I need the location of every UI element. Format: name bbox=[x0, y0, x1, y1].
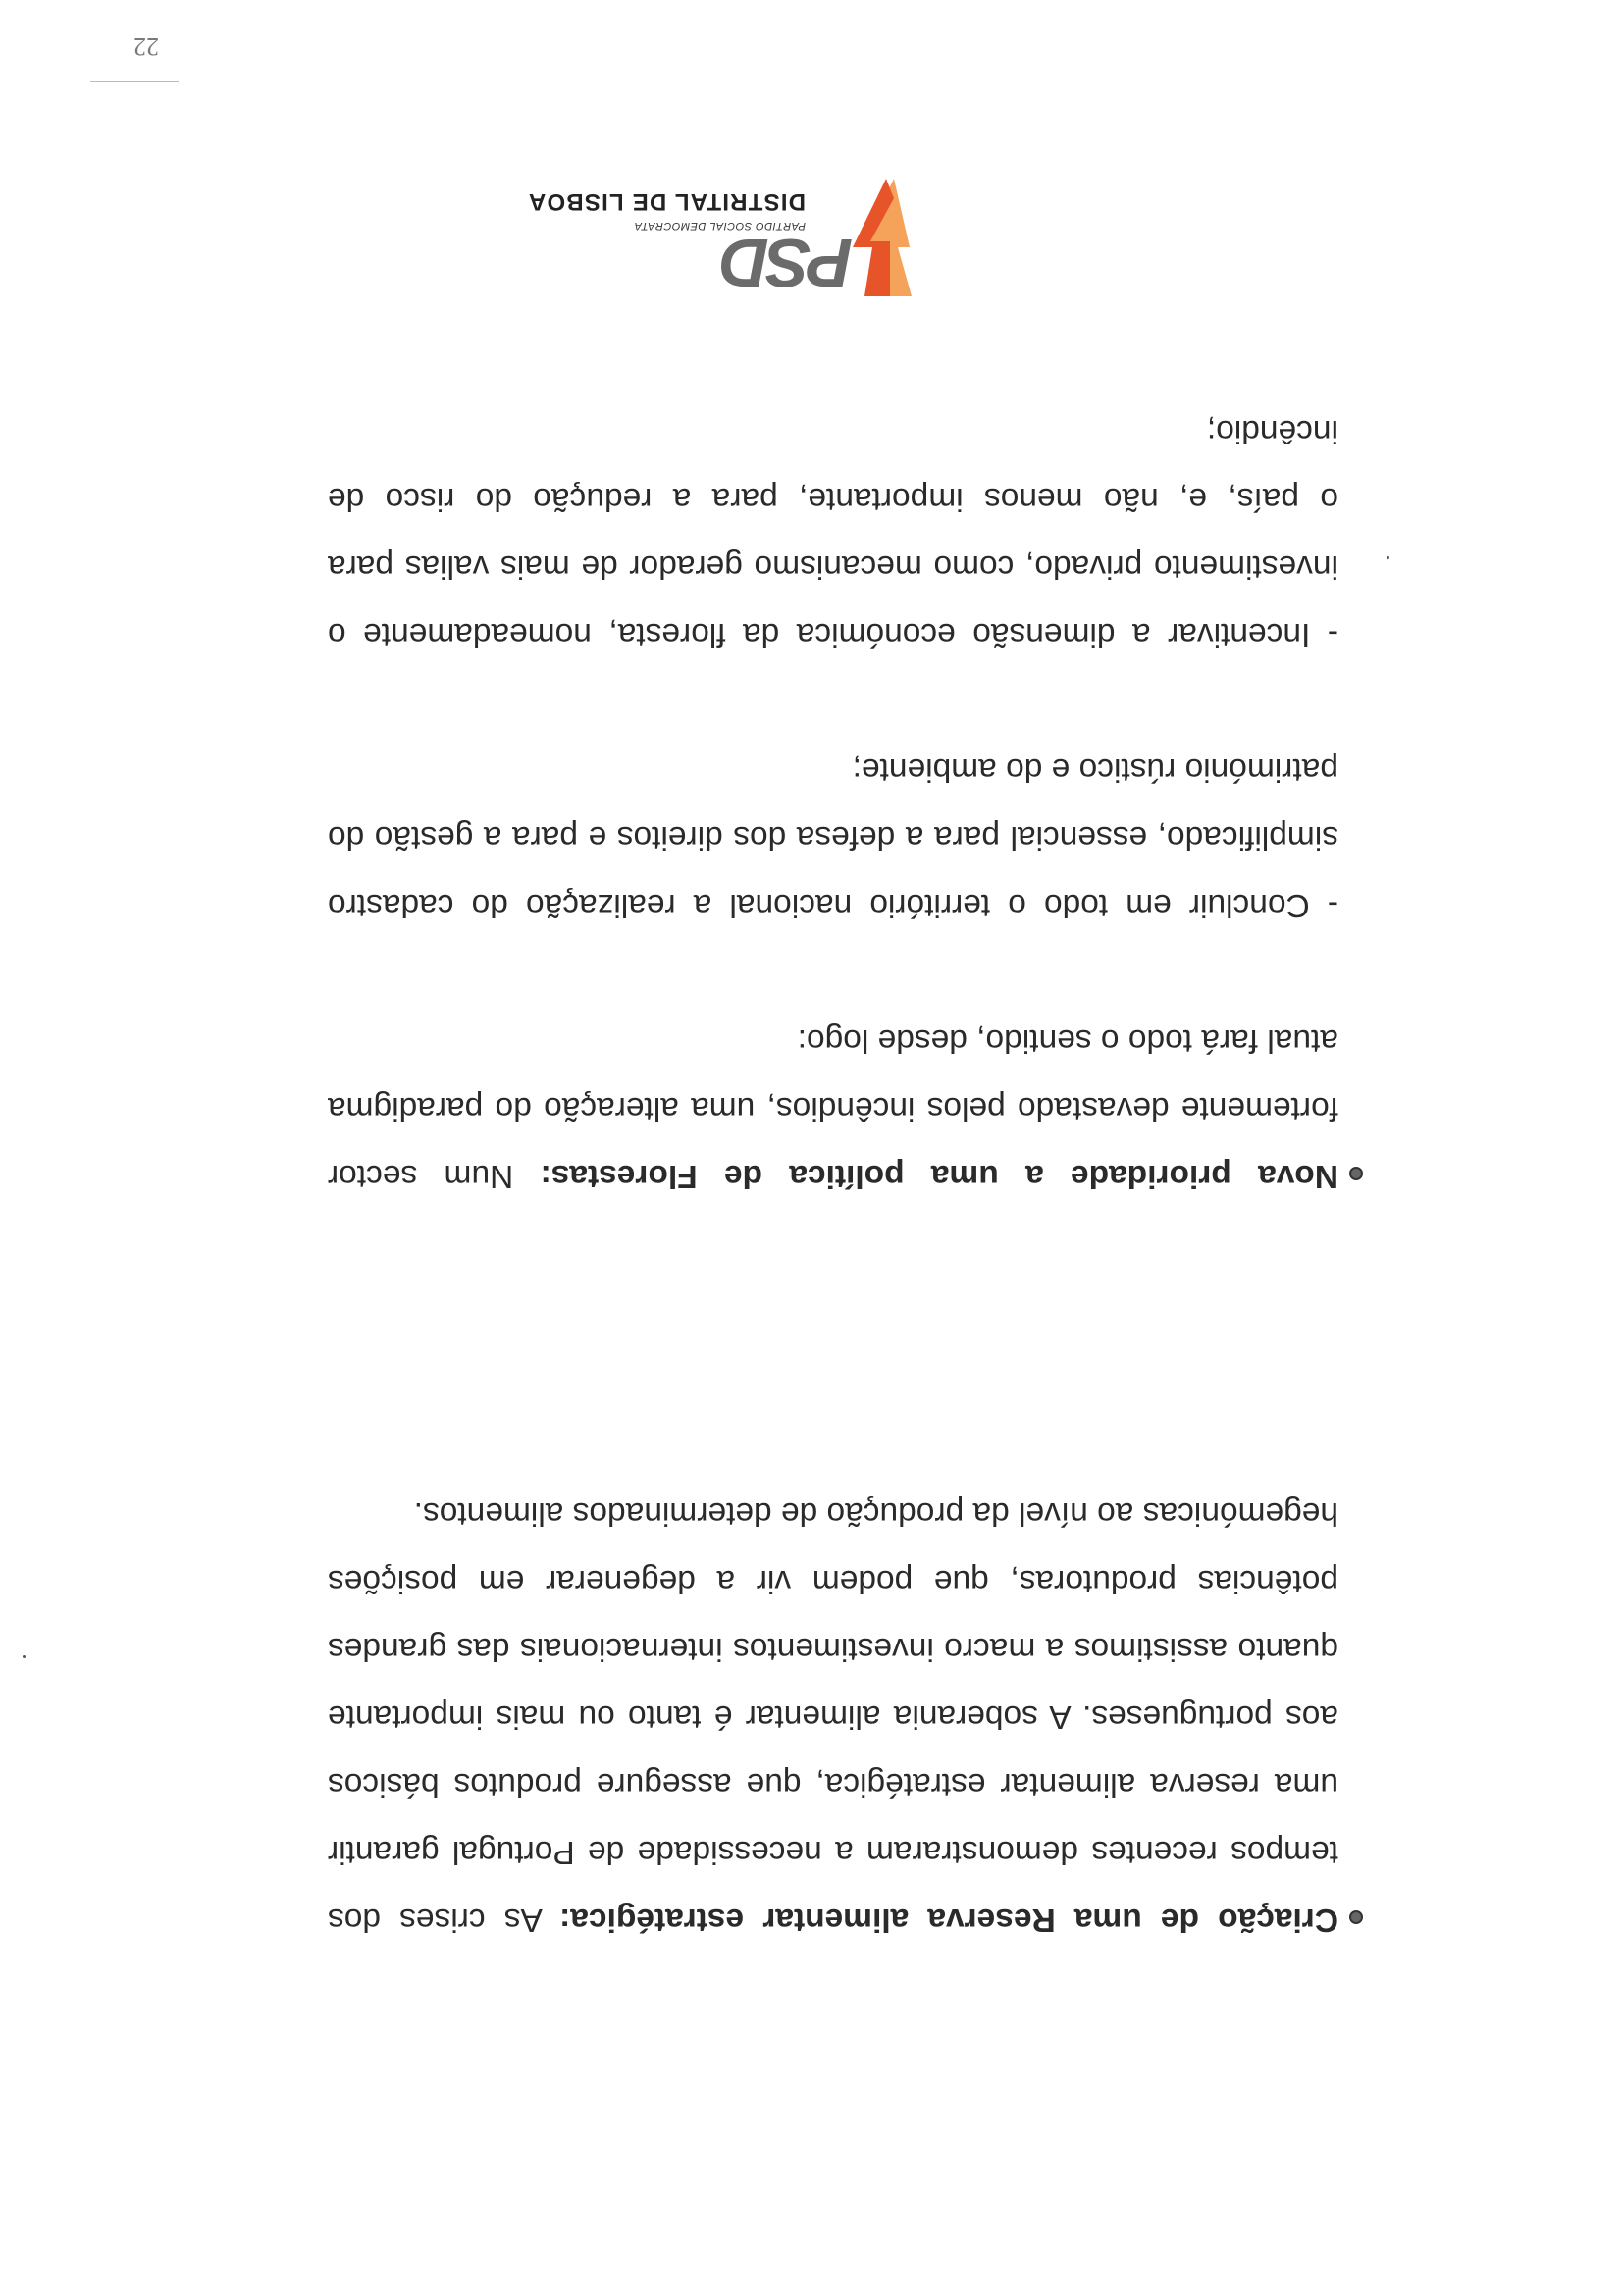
scan-speck bbox=[23, 1655, 26, 1658]
page-number-rule bbox=[90, 81, 179, 82]
scan-speck bbox=[1387, 556, 1389, 559]
bullet-title: Criação de uma Reserva alimentar estratégica: bbox=[559, 1902, 1338, 1938]
bullet-paragraph bbox=[328, 1480, 1338, 1954]
bullet-title: Nova prioridade a uma política de Florestas: bbox=[540, 1158, 1338, 1194]
org-subtitle: PARTIDO SOCIAL DEMOCRATA bbox=[634, 220, 806, 232]
bullet-icon bbox=[1349, 1910, 1363, 1924]
page-number: 22 bbox=[133, 32, 159, 61]
dash-paragraph: - Concluir em todo o território nacional a realização do cadastro simplificado, essencial para a defesa dos direitos e para a gestão do património rústico e do ambiente; bbox=[328, 752, 1338, 923]
bullet-text: Num sector fortemente devastado pelos incêndios, uma alteração do paradigma atual fará todo o sentido, desde logo: bbox=[328, 1022, 1338, 1194]
bullet-text: As crises dos tempos recentes demonstraram a necessidade de Portugal garantir uma reserva alimentar estratégica, que assegure produtos básicos aos portugueses. A soberania alimentar é tanto ou mais importante quanto assistimos a macro investimentos internacionais das grandes potências produtoras, que podem vir a degenerar em posições hegemónicas ao nível da produção de determinados alimentos. bbox=[328, 1495, 1338, 1938]
bullet-paragraph bbox=[328, 1007, 1338, 1210]
dash-item-cadastro bbox=[328, 736, 1338, 939]
bullet-item-reserva bbox=[328, 1480, 1338, 1954]
bullet-icon bbox=[1349, 1167, 1363, 1180]
org-district: DISTRITAL DE LISBOA bbox=[527, 188, 806, 215]
bullet-item-florestas bbox=[328, 1007, 1338, 1210]
psd-arrow-logo-icon bbox=[627, 149, 951, 316]
dash-item-floresta bbox=[328, 397, 1338, 668]
psd-logo bbox=[527, 149, 951, 316]
svg-text:PSD: PSD bbox=[723, 225, 853, 301]
dash-paragraph: - Incentivar a dimensão económica da floresta, nomeadamente o investimento privado, como mecanismo gerador de mais valias para o país, e, não menos importante, para a redução do risco de incêndio; bbox=[328, 413, 1338, 652]
